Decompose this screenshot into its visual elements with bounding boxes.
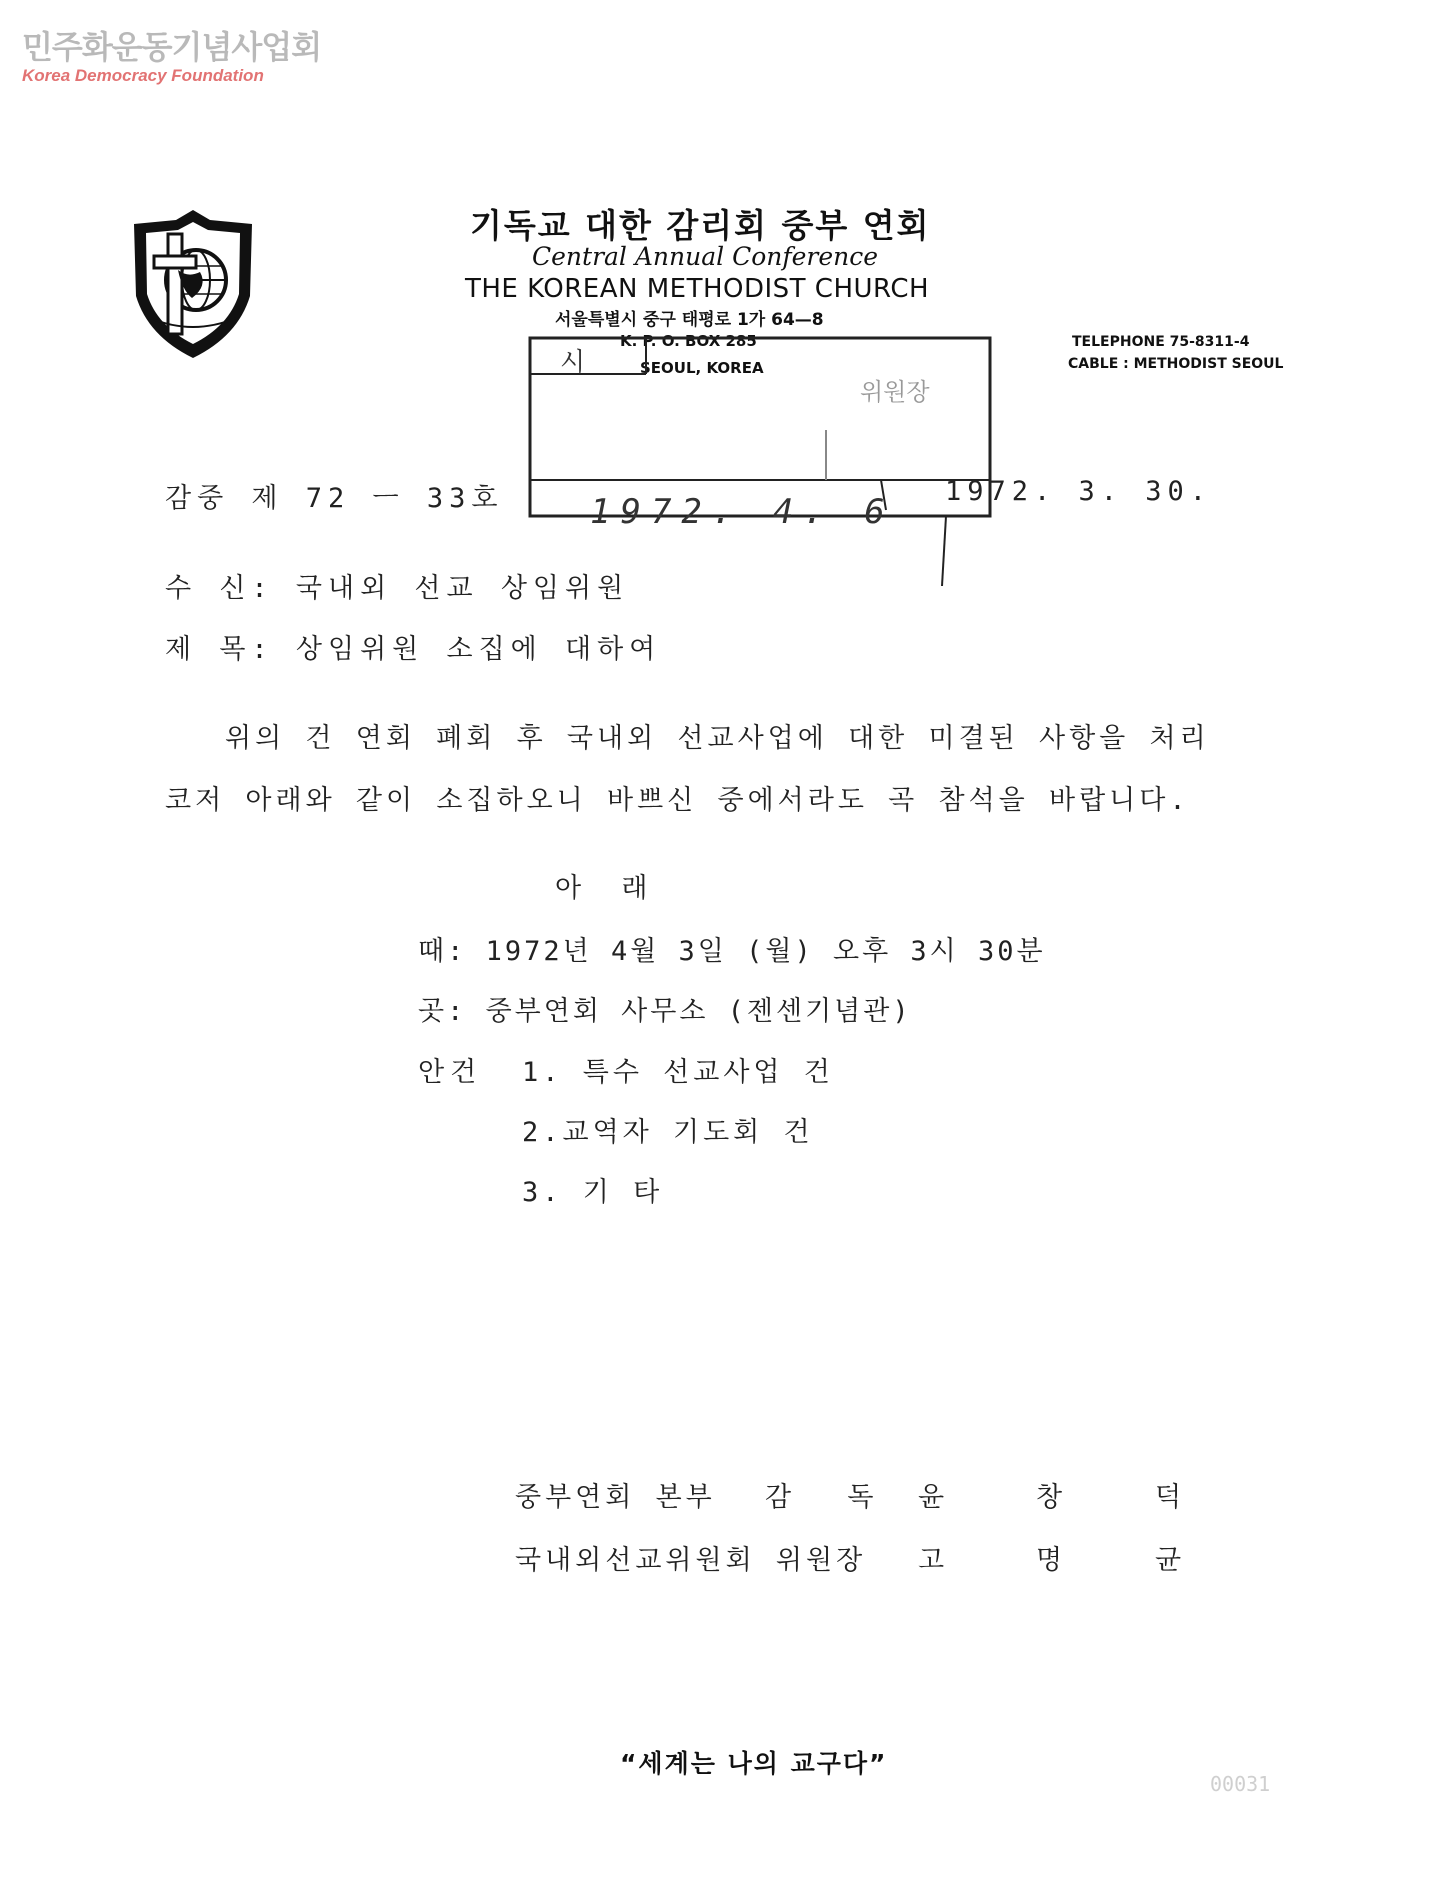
body-line-2: 코저 아래와 같이 소집하오니 바쁘신 중에서라도 곡 참석을 바랍니다. [165, 785, 1190, 816]
org-po-box: K. P. O. BOX 285 [620, 332, 757, 350]
signature-2-name-2: 명 [1036, 1545, 1067, 1576]
signature-1-name-2: 창 [1036, 1482, 1067, 1513]
signature-1-name-1: 윤 [918, 1482, 949, 1513]
org-telephone: TELEPHONE 75-8311-4 [1072, 334, 1250, 350]
org-name-english-script: Central Annual Conference [532, 242, 879, 271]
agenda-item-3: 3. 기 타 [522, 1177, 664, 1208]
meeting-place: 곳: 중부연회 사무소 (젠센기념관) [418, 996, 912, 1027]
signature-2-name-1: 고 [918, 1545, 949, 1576]
footer-motto: “세계는 나의 교구다” [620, 1749, 888, 1778]
org-cable: CABLE : METHODIST SEOUL [1068, 356, 1284, 372]
document-number: 감중 제 72 ㅡ 33호 [165, 483, 504, 514]
signature-1-name-3: 덕 [1155, 1482, 1186, 1513]
org-city: SEOUL, KOREA [640, 359, 764, 377]
watermark-korean: 민주화운동기념사업회 [22, 28, 322, 66]
signature-1-title: 감 독 [765, 1482, 894, 1513]
meeting-time: 때: 1972년 4월 3일 (월) 오후 3시 30분 [418, 936, 1046, 967]
org-name-korean: 기독교 대한 감리회 중부 연회 [470, 206, 931, 245]
signature-1-org: 중부연회 본부 [515, 1482, 716, 1513]
agenda-label: 안건 [418, 1057, 483, 1088]
agenda-item-2: 2.교역자 기도회 건 [522, 1117, 814, 1148]
document-date: 1972. 3. 30. [945, 476, 1213, 507]
subject-line: 제 목: 상임위원 소집에 대하여 [165, 634, 662, 665]
stamp-handwritten-date: 1972. 4. 6 [590, 492, 895, 532]
signature-2-name-3: 균 [1155, 1545, 1186, 1576]
watermark-english: Korea Democracy Foundation [22, 66, 264, 85]
notice-heading: 아 래 [555, 873, 660, 904]
org-address-korean: 서울특별시 중구 태평로 1가 64—8 [555, 310, 824, 330]
body-line-1: 위의 건 연회 폐회 후 국내외 선교사업에 대한 미결된 사항을 처리 [225, 723, 1210, 754]
stamp-label-left: 시 [560, 348, 586, 378]
agenda-item-1: 1. 특수 선교사업 건 [522, 1057, 834, 1088]
recipient-line: 수 신: 국내외 선교 상임위원 [165, 573, 630, 604]
church-emblem-logo [128, 206, 258, 362]
org-name-english: THE KOREAN METHODIST CHURCH [465, 274, 930, 304]
stamp-label-right: 위원장 [860, 378, 930, 406]
archive-mark: 00031 [1210, 1772, 1271, 1796]
signature-2-org: 국내외선교위원회 위원장 [515, 1545, 867, 1576]
